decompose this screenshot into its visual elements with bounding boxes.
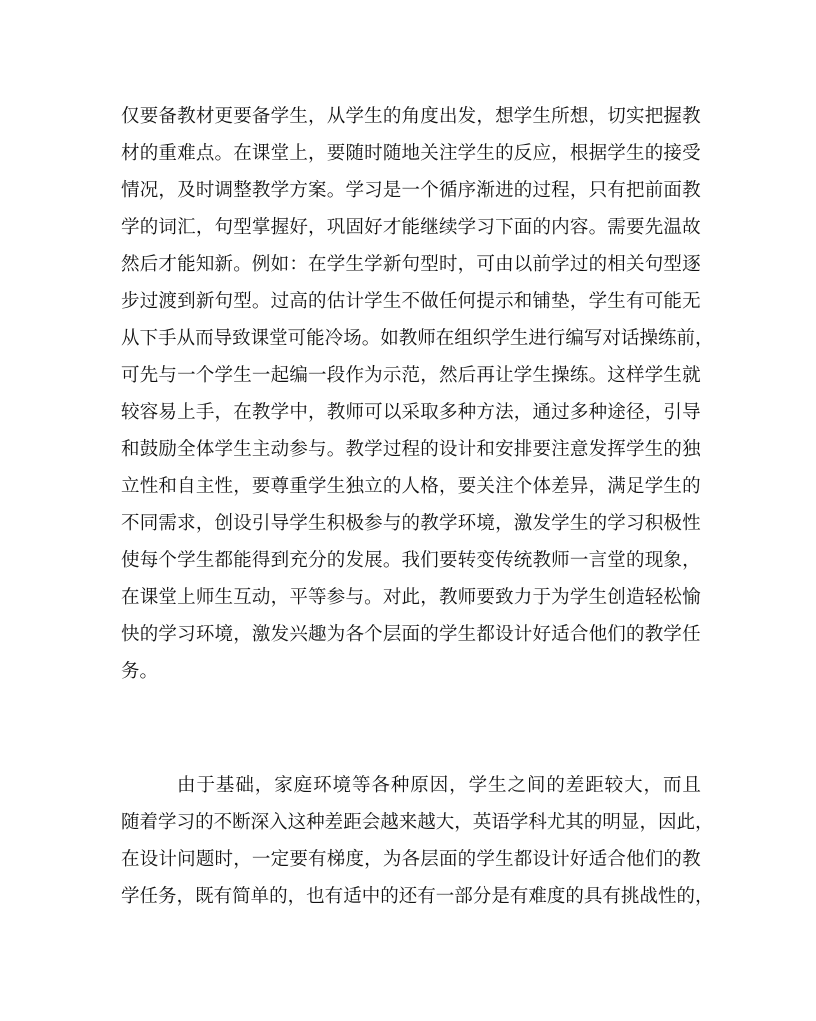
text-line: 仅 要 备 教 材 更 要 备 学 生 ， 从 学 生 的 角 度 出 发 ， 想 学 生 所 想 ， 切 实 把 握 教	[121, 106, 701, 127]
text-line: 材 的 重 难 点 。 在 课 堂 上 ， 要 随 时 随 地 关 注 学 生 的 反 应 ， 根 据 学 生 的 接 受	[121, 143, 701, 164]
text-line: 然 后 才 能 知 新 。 例 如 ： 在 学 生 学 新 句 型 时 ， 可 由 以 前 学 过 的 相 关 句 型 逐	[121, 254, 701, 275]
text-line: 立 性 和 自 主 性 ， 要 尊 重 学 生 独 立 的 人 格 ， 要 关 注 个 体 差 异 ， 满 足 学 生 的	[121, 476, 701, 497]
text-line: 从 下 手 从 而 导 致 课 堂 可 能 冷 场 。 如 教 师 在 组 织 学 生 进 行 编 写 对 话 操 练 前 ，	[121, 328, 714, 349]
text-line: 务。	[121, 661, 159, 682]
paragraph-2	[121, 767, 714, 915]
text-line: 较 容 易 上 手 ， 在 教 学 中 ， 教 师 可 以 采 取 多 种 方 法 ， 通 过 多 种 途 径 ， 引 导	[121, 402, 701, 423]
text-line: 不 同 需 求 ， 创 设 引 导 学 生 积 极 参 与 的 教 学 环 境 ， 激 发 学 生 的 学 习 积 极 性	[121, 513, 701, 534]
text-line: 在 课 堂 上 师 生 互 动 ， 平 等 参 与 。 对 此 ， 教 师 要 致 力 于 为 学 生 创 造 轻 松 愉	[121, 587, 701, 608]
text-line: 可 先 与 一 个 学 生 一 起 编 一 段 作 为 示 范 ， 然 后 再 让 学 生 操 练 。 这 样 学 生 就	[121, 365, 701, 386]
text-line: 学 的 词 汇 ， 句 型 掌 握 好 ， 巩 固 好 才 能 继 续 学 习 下 面 的 内 容 。 需 要 先 温 故	[121, 217, 701, 238]
text-line: 学 任 务 ， 既 有 简 单 的 ， 也 有 适 中 的 还 有 一 部 分 是 有 难 度 的 具 有 挑 战 性 的 ，	[121, 886, 714, 907]
paragraph-1	[121, 98, 714, 690]
text-line: 情 况 ， 及 时 调 整 教 学 方 案 。 学 习 是 一 个 循 序 渐 进 的 过 程 ， 只 有 把 前 面 教	[121, 180, 701, 201]
text-line: 快 的 学 习 环 境 ， 激 发 兴 趣 为 各 个 层 面 的 学 生 都 设 计 好 适 合 他 们 的 教 学 任	[121, 624, 701, 645]
text-line: 步 过 渡 到 新 句 型 。 过 高 的 估 计 学 生 不 做 任 何 提 示 和 铺 垫 ， 学 生 有 可 能 无	[121, 291, 701, 312]
text-line: 使 每 个 学 生 都 能 得 到 充 分 的 发 展 。 我 们 要 转 变 传 统 教 师 一 言 堂 的 现 象 ，	[121, 550, 701, 571]
text-line: 由 于 基 础 ， 家 庭 环 境 等 各 种 原 因 ， 学 生 之 间 的 差 距 较 大 ， 而 且	[177, 775, 701, 796]
text-line: 随 着 学 习 的 不 断 深 入 这 种 差 距 会 越 来 越 大 ， 英 语 学 科 尤 其 的 明 显 ， 因 此 ，	[121, 812, 714, 833]
text-line: 在 设 计 问 题 时 ， 一 定 要 有 梯 度 ， 为 各 层 面 的 学 生 都 设 计 好 适 合 他 们 的 教	[121, 849, 701, 870]
text-line: 和 鼓 励 全 体 学 生 主 动 参 与 。 教 学 过 程 的 设 计 和 安 排 要 注 意 发 挥 学 生 的 独	[121, 439, 701, 460]
